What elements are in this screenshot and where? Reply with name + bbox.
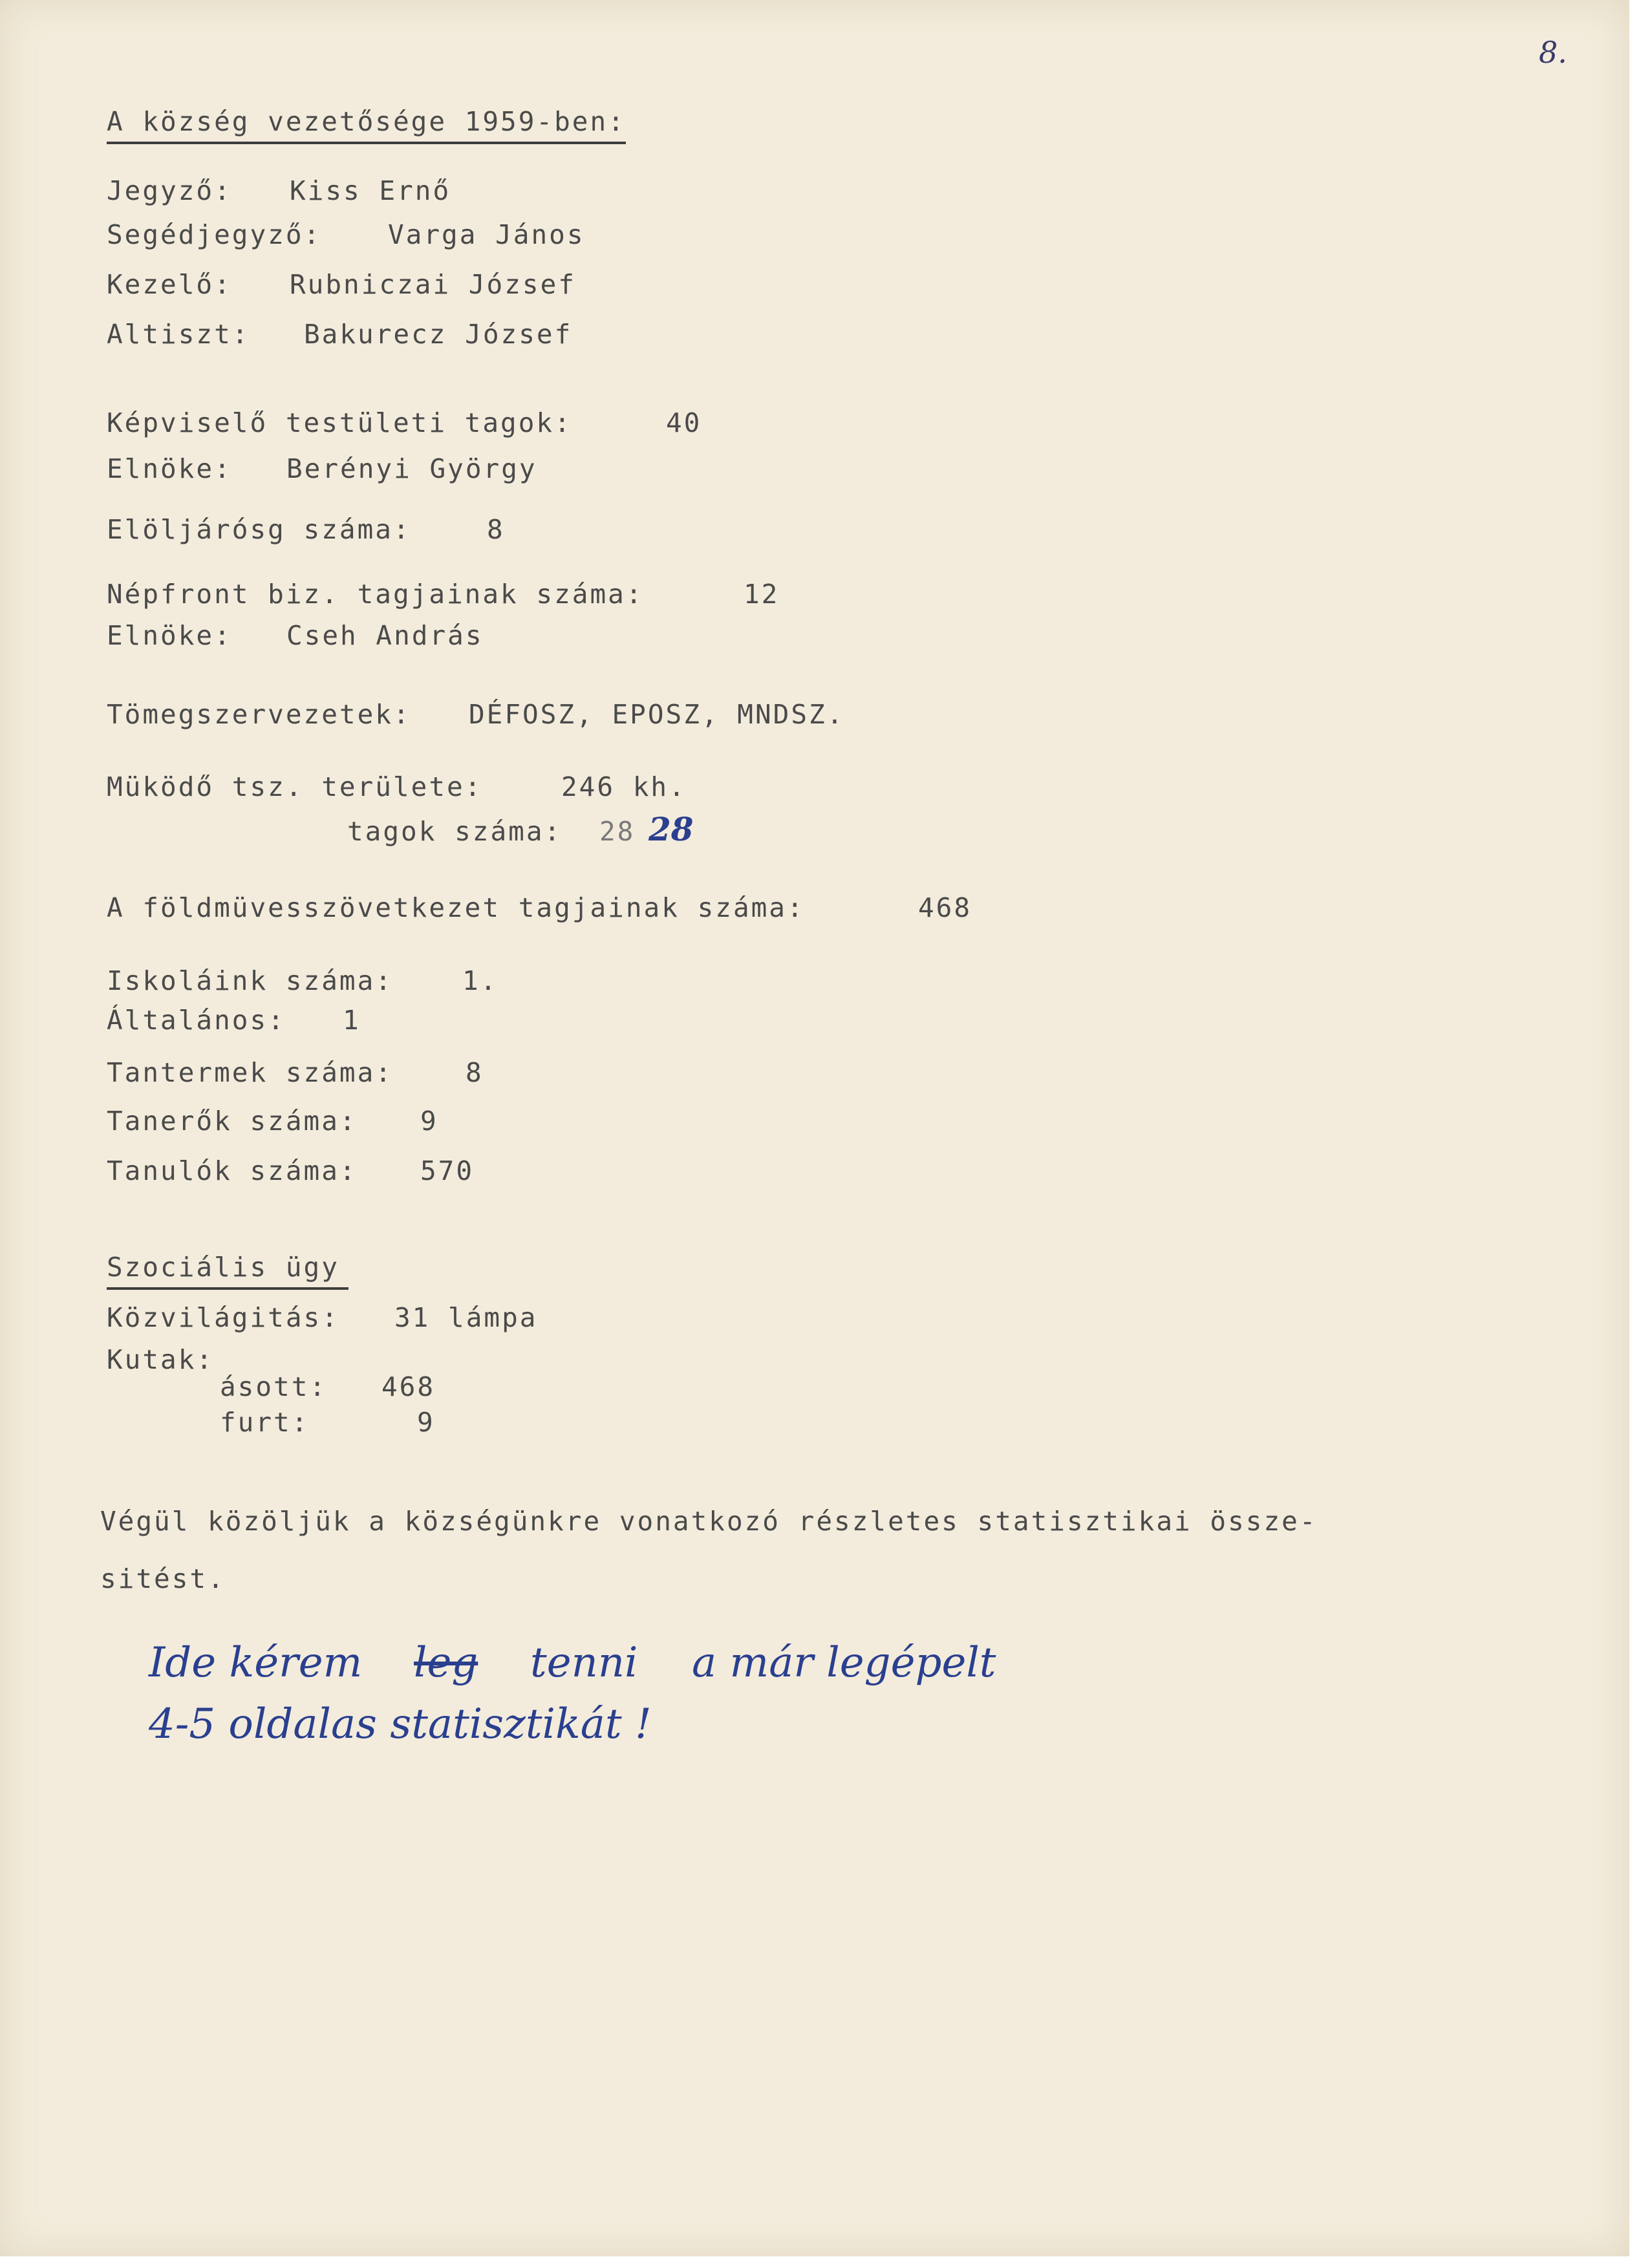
council-chair-name: Berényi György	[286, 453, 537, 484]
council-members-value: 40	[666, 407, 702, 438]
section-heading-social: Szociális ügy	[107, 1254, 348, 1290]
handwritten-note-word-1: Ide kérem	[149, 1639, 363, 1687]
nepfront-chair-label: Elnöke:	[107, 620, 232, 651]
students-label: Tanulók száma:	[107, 1155, 358, 1186]
section-heading-leadership: A község vezetősége 1959-ben:	[107, 109, 626, 144]
official-role-3: Kezelő:	[107, 269, 232, 300]
official-name-3: Rubniczai József	[290, 269, 576, 300]
nepfront-label: Népfront biz. tagjainak száma:	[107, 579, 644, 610]
page-number: 8.	[1539, 35, 1567, 70]
wells-drilled-label: furt:	[220, 1407, 310, 1438]
wells-label: Kutak:	[107, 1344, 215, 1375]
wells-drilled-value: 9	[417, 1407, 435, 1438]
wells-dug-label: ásott:	[220, 1371, 328, 1402]
official-role-2: Segédjegyző:	[107, 219, 322, 250]
handwritten-note-struck-word: leg	[414, 1639, 478, 1687]
tsz-members-label: tagok száma:	[347, 816, 562, 847]
handwritten-note-word-4: a már legépelt	[692, 1639, 996, 1687]
official-name-1: Kiss Ernő	[290, 175, 451, 206]
tsz-area-label: Müködő tsz. területe:	[107, 771, 483, 802]
lighting-label: Közvilágitás:	[107, 1302, 339, 1333]
tsz-members-value: 28	[599, 816, 636, 847]
schools-count-label: Iskoláink száma:	[107, 965, 393, 996]
council-chair-label: Elnöke:	[107, 453, 232, 484]
closing-line-1: Végül közöljük a községünkre vonatkozó részletes statisztikai össze-	[100, 1506, 1318, 1537]
handwritten-note-word-3: tenni	[530, 1639, 638, 1687]
students-value: 570	[420, 1155, 475, 1186]
schools-general-value: 1	[343, 1005, 361, 1036]
classrooms-label: Tantermek száma:	[107, 1057, 393, 1088]
official-role-1: Jegyző:	[107, 175, 232, 206]
official-role-4: Altiszt:	[107, 319, 250, 350]
schools-count-value: 1.	[462, 965, 498, 996]
nepfront-chair-name: Cseh András	[286, 620, 484, 651]
eloljarosag-value: 8	[487, 514, 505, 545]
cooperative-value: 468	[918, 892, 972, 923]
tsz-members-correction: 28	[648, 810, 694, 848]
official-name-2: Varga János	[388, 219, 585, 250]
official-name-4: Bakurecz József	[304, 319, 573, 350]
tsz-area-value: 246 kh.	[561, 771, 687, 802]
teachers-label: Tanerők száma:	[107, 1106, 358, 1137]
council-members-label: Képviselő testületi tagok:	[107, 407, 572, 438]
wells-dug-value: 468	[381, 1371, 436, 1402]
schools-general-label: Általános:	[107, 1005, 286, 1036]
handwritten-note-line-2: 4-5 oldalas statisztikát !	[149, 1700, 652, 1748]
mass-orgs-value: DÉFOSZ, EPOSZ, MNDSZ.	[469, 699, 845, 730]
lighting-value: 31 lámpa	[394, 1302, 538, 1333]
cooperative-label: A földmüvesszövetkezet tagjainak száma:	[107, 892, 805, 923]
teachers-value: 9	[420, 1106, 438, 1137]
nepfront-value: 12	[744, 579, 780, 610]
eloljarosag-label: Elöljárósg száma:	[107, 514, 411, 545]
classrooms-value: 8	[466, 1057, 484, 1088]
closing-line-2: sitést.	[100, 1563, 226, 1594]
mass-orgs-label: Tömegszervezetek:	[107, 699, 411, 730]
